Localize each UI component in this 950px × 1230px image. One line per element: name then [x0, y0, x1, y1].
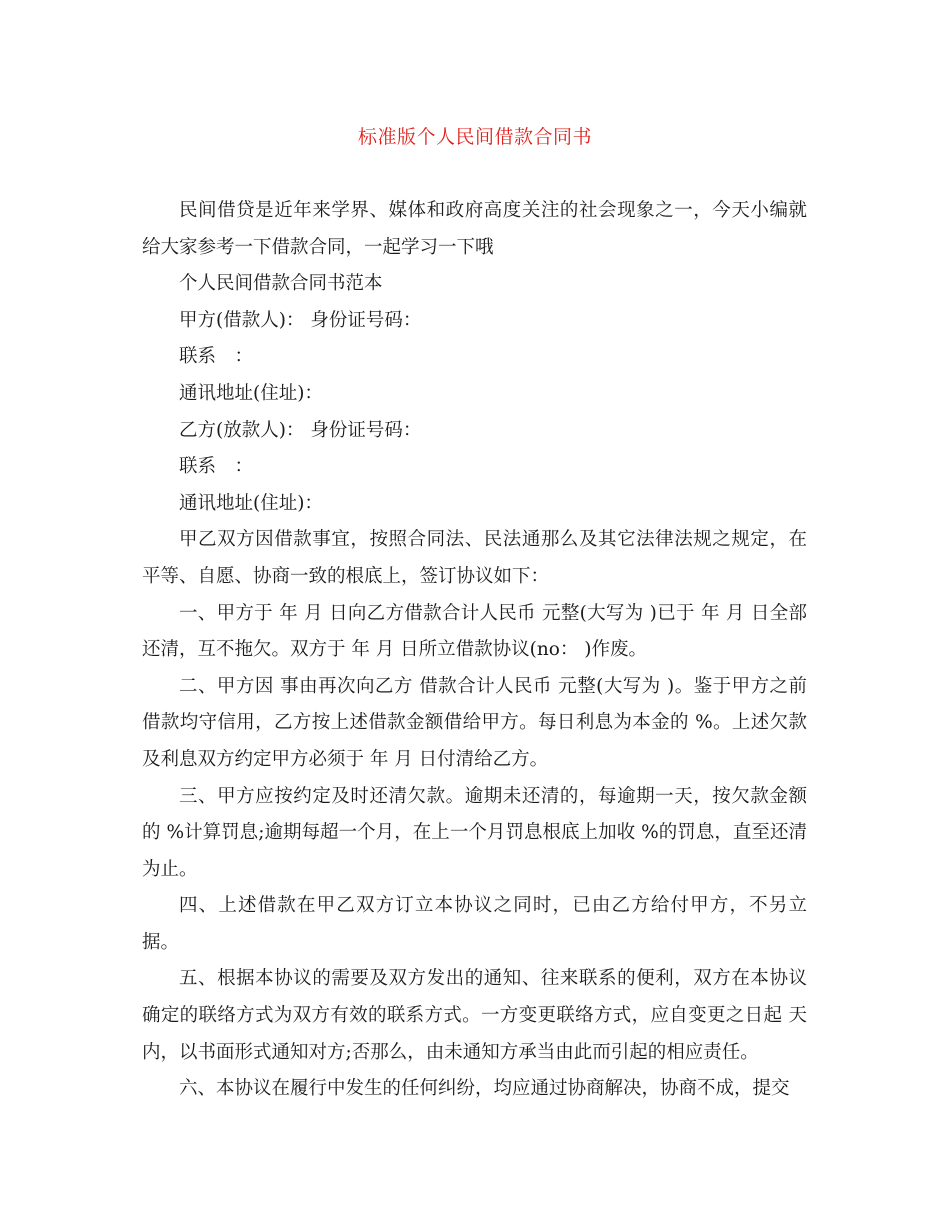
document-body: [142, 193, 807, 1108]
paragraph-template-heading: 个人民间借款合同书范本: [179, 273, 383, 295]
paragraph-party-b: 乙方(放款人)： 身份证号码：: [179, 419, 422, 441]
paragraph-clause-3: 三、甲方应按约定及时还清欠款。逾期未还清的，每逾期一天，按欠款金额的 %计算罚息;逾期每超一个月，在上一个月罚息根底上加收 %的罚息，直至还清为止。: [142, 785, 807, 880]
paragraph-clause-1: 一、甲方于 年 月 日向乙方借款合计人民币 元整(大写为 )已于 年 月 日全部还清，互不拖欠。双方于 年 月 日所立借款协议(no： )作废。: [142, 602, 807, 661]
document-title: 标准版个人民间借款合同书: [357, 126, 592, 148]
paragraph-party-a-contact: 联系 ：: [179, 346, 254, 368]
paragraph-party-a-address: 通讯地址(住址)：: [179, 382, 323, 404]
paragraph-clause-6: 六、本协议在履行中发生的任何纠纷，均应通过协商解决，协商不成，提交: [179, 1078, 790, 1100]
paragraph-preamble: 甲乙双方因借款事宜，按照合同法、民法通那么及其它法律法规之规定，在平等、自愿、协商一致的根底上，签订协议如下：: [142, 529, 807, 587]
paragraph-party-b-contact: 联系 ：: [179, 456, 254, 478]
paragraph-party-b-address: 通讯地址(住址)：: [179, 492, 323, 514]
paragraph-party-a: 甲方(借款人)： 身份证号码：: [179, 309, 422, 331]
paragraph-clause-4: 四、上述借款在甲乙双方订立本协议之同时，已由乙方给付甲方，不另立据。: [142, 895, 807, 953]
paragraph-intro: 民间借贷是近年来学界、媒体和政府高度关注的社会现象之一，今天小编就给大家参考一下借款合同，一起学习一下哦: [142, 200, 807, 258]
paragraph-clause-2: 二、甲方因 事由再次向乙方 借款合计人民币 元整(大写为 )。鉴于甲方之前借款均守信用，乙方按上述借款金额借给甲方。每日利息为本金的 %。上述欠款及利息双方约定甲方必须于 年 月 日付清给乙方。: [142, 675, 807, 770]
paragraph-clause-5: 五、根据本协议的需要及双方发出的通知、往来联系的便利，双方在本协议确定的联络方式为双方有效的联系方式。一方变更联络方式，应自变更之日起 天内，以书面形式通知对方;否那么，由未通知方承当由此而引起的相应责任。: [142, 968, 807, 1063]
